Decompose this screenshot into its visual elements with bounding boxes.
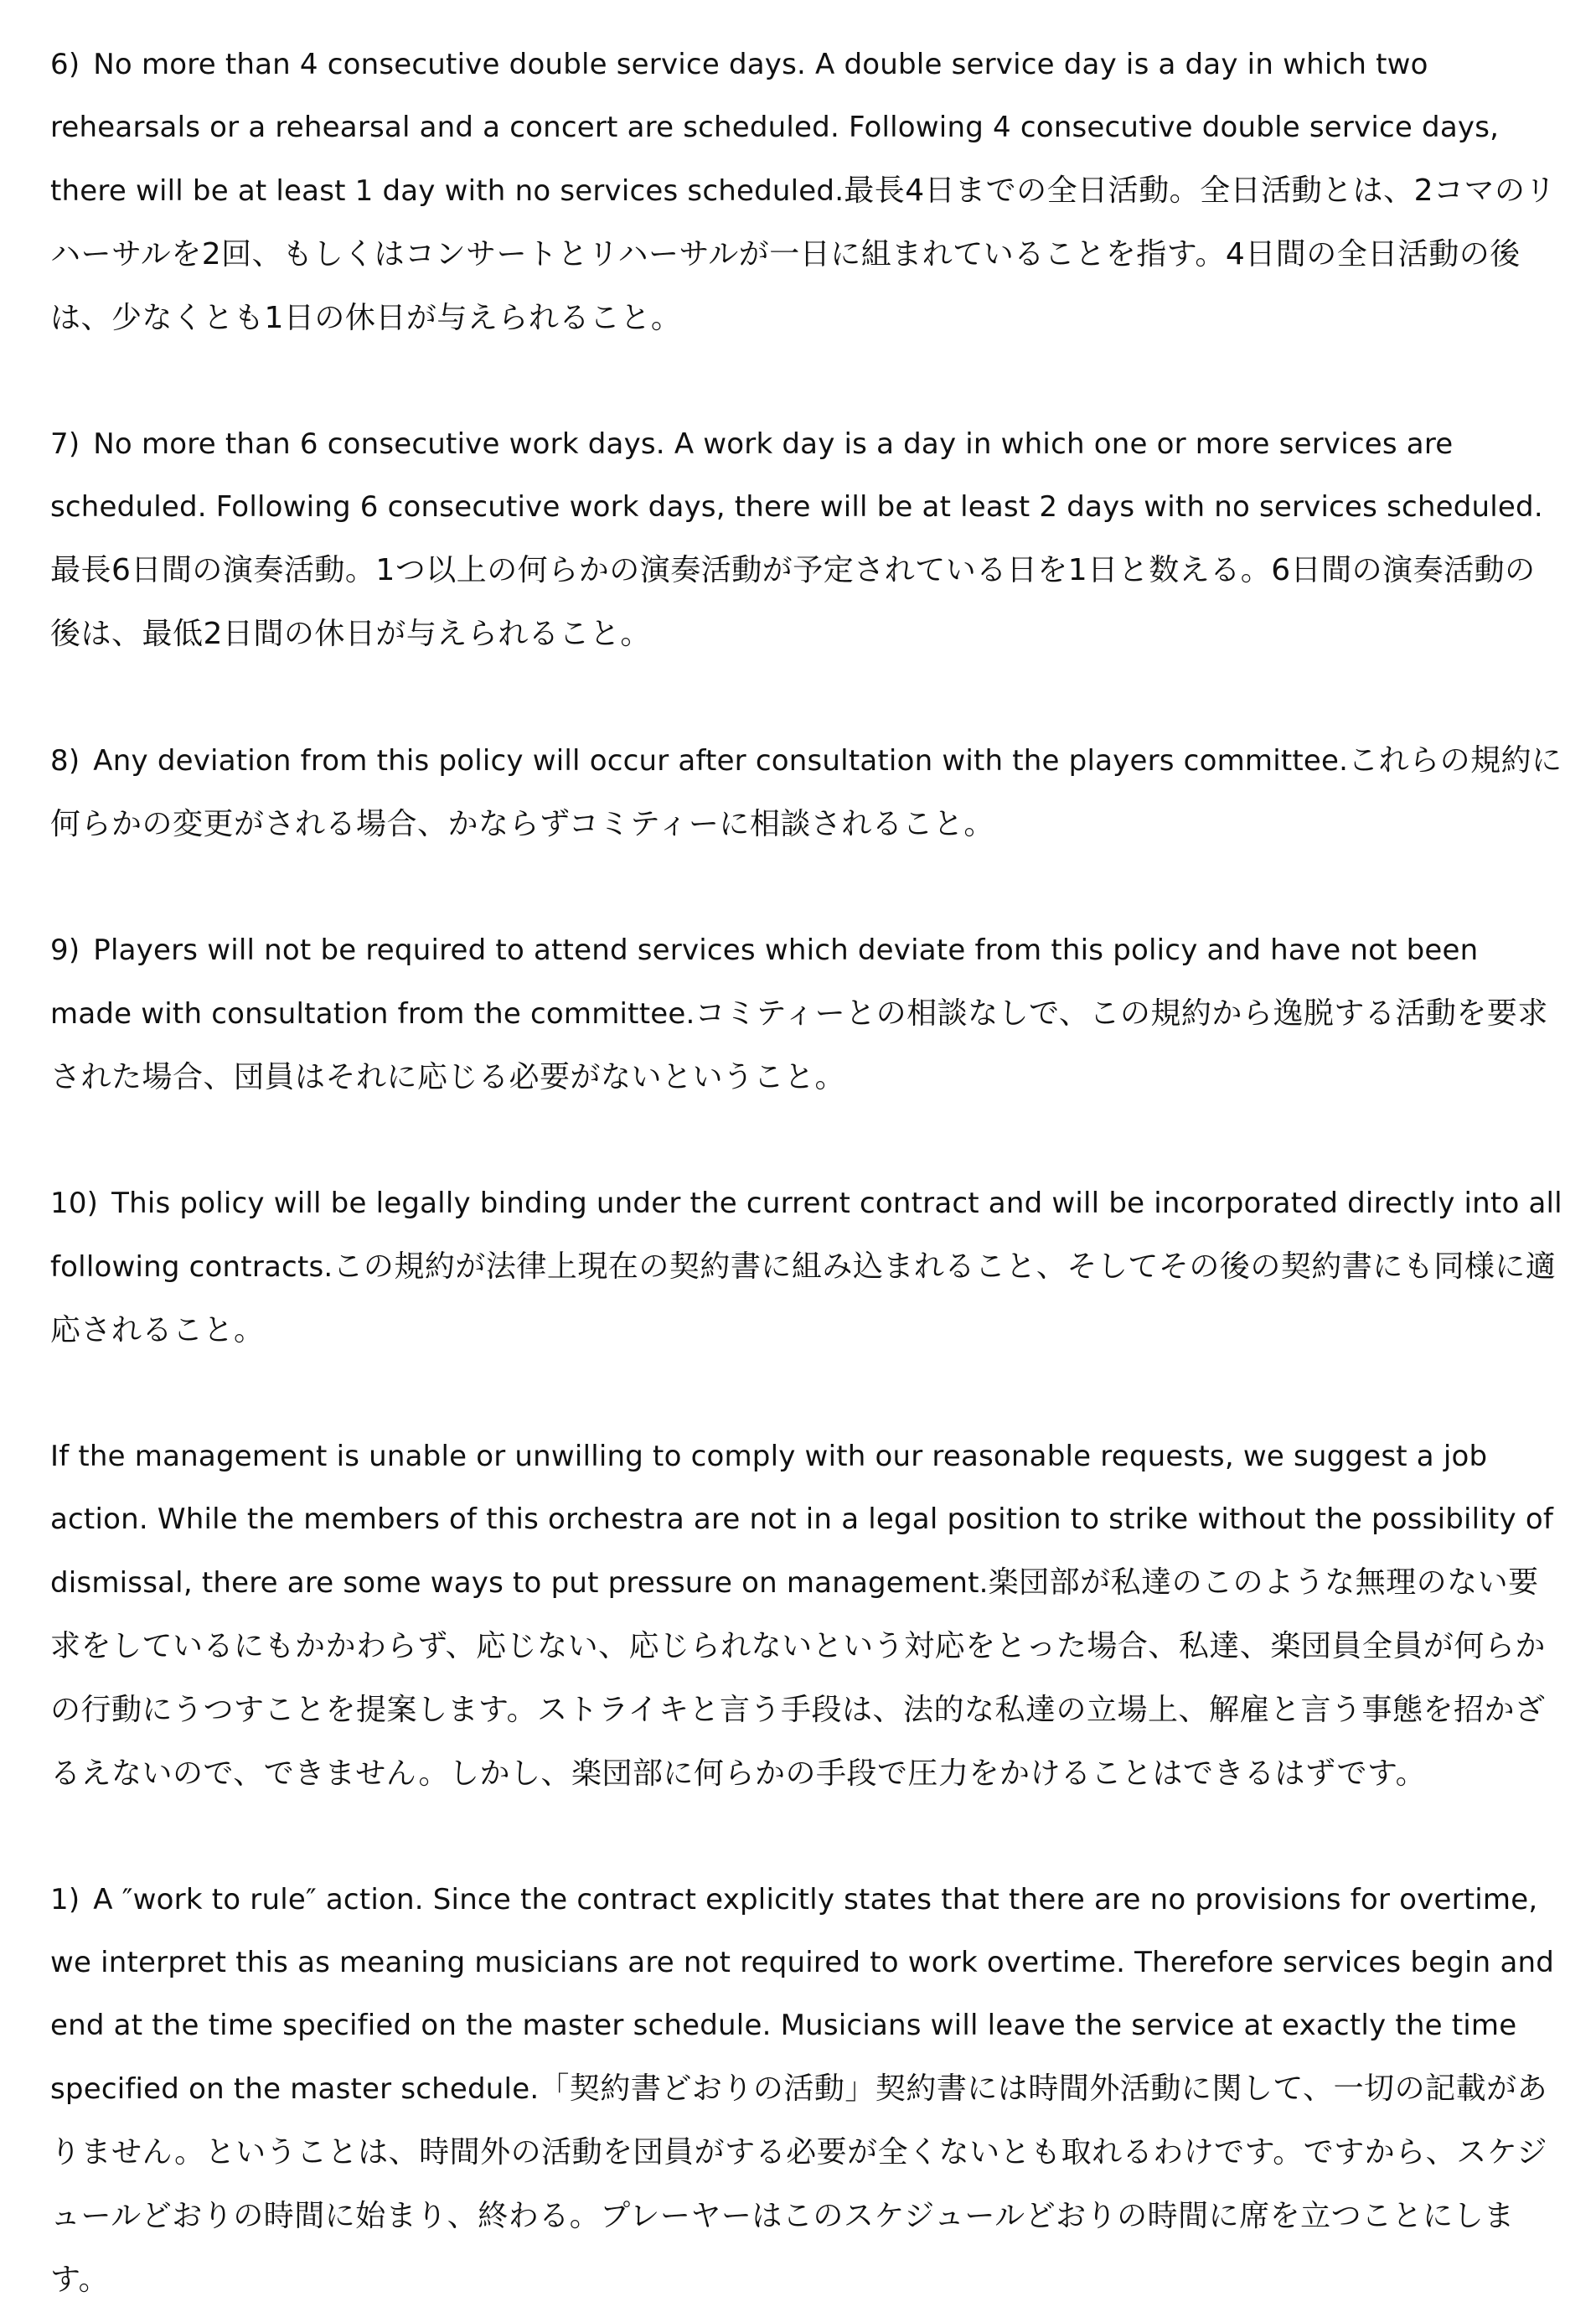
item-number: 8)	[50, 744, 80, 778]
item-number: 7)	[50, 427, 80, 461]
japanese-text: 「契約書どおりの活動」契約書には時間外活動に関して、一切の記載がありません。ということは、時間外の活動を団員がする必要が全くないとも取れるわけです。ですから、スケジュールどおりの時間に始まり、終わる。プレーヤーはこのスケジュールどおりの時間に席を立つことにします。	[50, 2071, 1548, 2297]
japanese-text: 楽団部が私達のこのような無理のない要求をしているにもかかわらず、応じない、応じられないという対応をとった場合、私達、楽団員全員が何らかの行動にうつすことを提案します。ストライキと言う手段は、法的な私達の立場上、解雇と言う事態を招かざるえないので、できません。しかし、楽団部に何らかの手段で圧力をかけることはできるはずです。	[50, 1565, 1546, 1791]
english-text: No more than 6 consecutive work days. A work day is a day in which one or more services are scheduled. Following 6 consecutive work days, there will be at least 2 days with no services scheduled.	[50, 427, 1543, 524]
english-text: If the management is unable or unwilling to comply with our reasonable requests, we suggest a job action. While the members of this orchestra are not in a legal position to strike without the possibility of dismissal, there are some ways to put pressure on management.	[50, 1440, 1553, 1600]
english-text: This policy will be legally binding under the current contract and will be incorporated directly into all following contracts.	[50, 1187, 1562, 1284]
japanese-text: 最長6日間の演奏活動。1つ以上の何らかの演奏活動が予定されている日を1日と数える。6日間の演奏活動の後は、最低2日間の休日が与えられること。	[50, 553, 1536, 651]
item-number: 1)	[50, 1883, 80, 1916]
japanese-text: この規約が法律上現在の契約書に組み込まれること、そしてその後の契約書にも同様に適応されること。	[50, 1249, 1557, 1347]
item-number: 10)	[50, 1187, 99, 1220]
policy-item-6	[50, 34, 1562, 350]
policy-item-10	[50, 1172, 1562, 1363]
action-item-1	[50, 1869, 1562, 2312]
item-number: 9)	[50, 934, 80, 967]
english-text: No more than 4 consecutive double service days. A double service day is a day in which two rehearsals or a rehearsal and a concert are scheduled. Following 4 consecutive double service days, there will be at least 1 day with no services scheduled.	[50, 48, 1500, 208]
policy-item-9	[50, 919, 1562, 1109]
english-text: A ″work to rule″ action. Since the contract explicitly states that there are no provisions for overtime, we interpret this as meaning musicians are not required to work overtime. Therefore services begin and end at the time specified on the master schedule. Musicians will leave the service at exactly the time specified on the master schedule.	[50, 1883, 1555, 2106]
english-text: Players will not be required to attend services which deviate from this policy and have not been made with consultation from the committee.	[50, 934, 1479, 1031]
item-number: 6)	[50, 48, 80, 81]
japanese-text: これらの規約に何らかの変更がされる場合、かならずコミティーに相談されること。	[50, 743, 1562, 841]
japanese-text: コミティーとの相談なしで、この規約から逸脱する活動を要求された場合、団員はそれに応じる必要がないということ。	[50, 996, 1548, 1094]
japanese-text: 最長4日までの全日活動。全日活動とは、2コマのリハーサルを2回、もしくはコンサートとリハーサルが一日に組まれていることを指す。4日間の全日活動の後は、少なくとも1日の休日が与えられること。	[50, 173, 1557, 335]
policy-item-8	[50, 729, 1562, 856]
job-action-intro	[50, 1425, 1562, 1806]
english-text: Any deviation from this policy will occur after consultation with the players committee.	[93, 744, 1349, 778]
policy-item-7	[50, 413, 1562, 666]
